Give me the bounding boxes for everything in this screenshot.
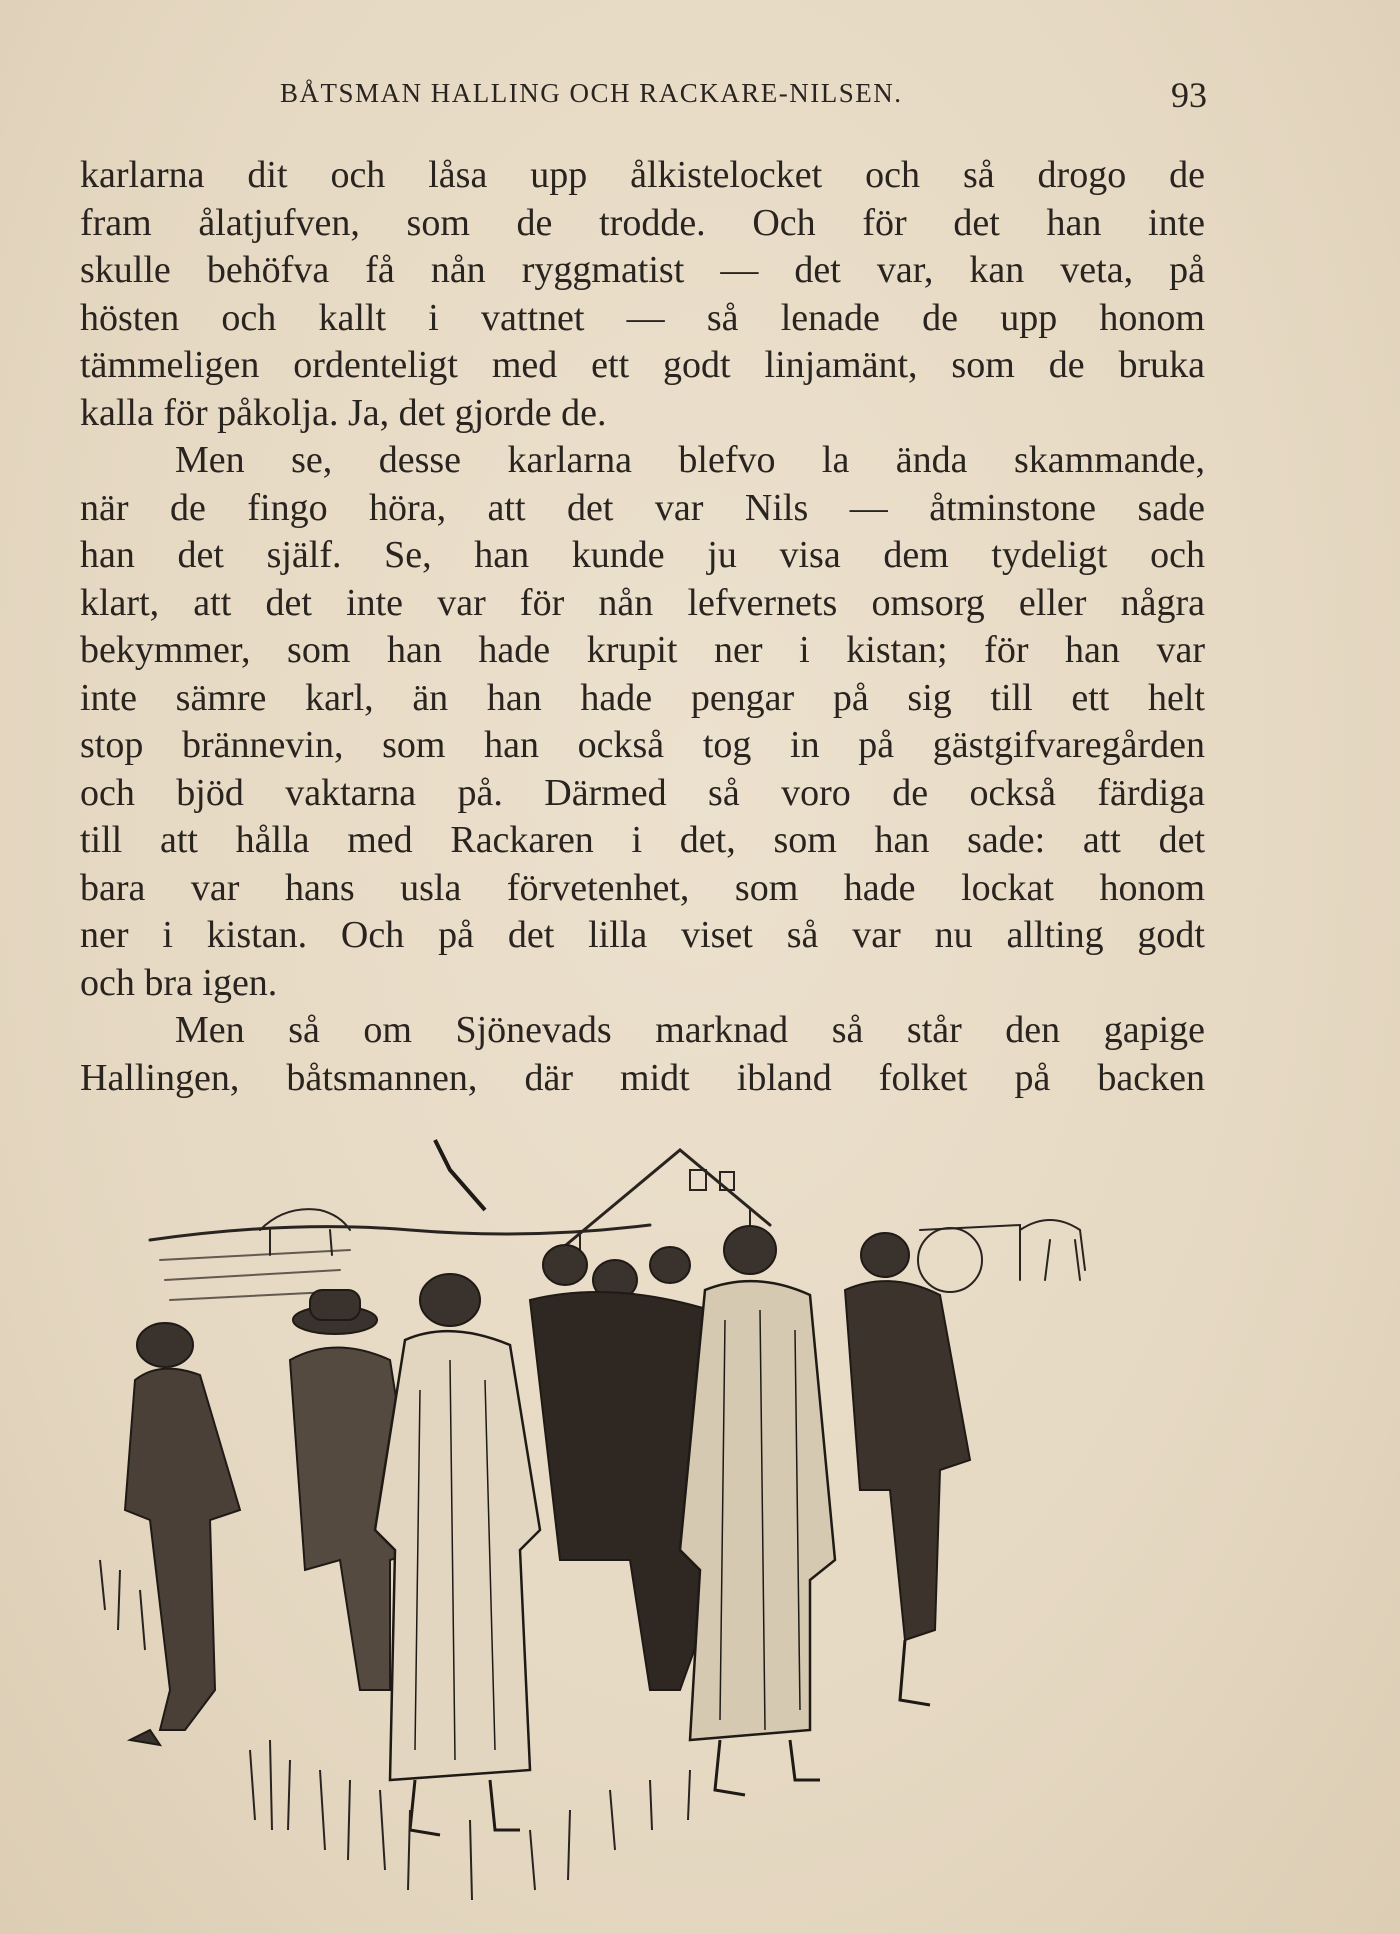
background-cart xyxy=(918,1220,1085,1292)
text-line: tämmeligen ordenteligt med ett godt linjamänt, som de bruka xyxy=(80,344,1205,386)
text-line: bara var hans usla förvetenhet, som hade lockat honom xyxy=(80,866,1205,909)
text-line: till att hålla med Rackaren i det, som han sade: att det xyxy=(80,819,1205,861)
figure-right-man xyxy=(845,1233,970,1705)
text-line: skulle behöfva få nån ryggmatist — det var, kan veta, på xyxy=(80,249,1205,291)
text-line: när de fingo höra, att det var Nils — åtminstone sade xyxy=(80,486,1205,529)
page-number: 93 xyxy=(1171,75,1207,115)
figure-long-coat xyxy=(375,1274,540,1835)
text-line: fram ålatjufven, som de trodde. Och för det han inte xyxy=(80,201,1205,244)
text-line: inte sämre karl, än han hade pengar på sig till ett helt xyxy=(80,676,1205,719)
background-horse xyxy=(260,1209,350,1255)
figure-left-man xyxy=(125,1323,240,1745)
text-line: och bra igen. xyxy=(80,961,278,1004)
text-line: Men se, desse karlarna blefvo la ända skammande, xyxy=(175,439,1205,481)
text-line: ner i kistan. Och på det lilla viset så var nu allting godt xyxy=(80,914,1205,956)
text-line: Hallingen, båtsmannen, där midt ibland folket på backen xyxy=(80,1056,1205,1099)
crowd-figures xyxy=(125,1140,970,1835)
text-line: han det själf. Se, han kunde ju visa dem tydeligt och xyxy=(80,534,1205,576)
running-title: BÅTSMAN HALLING OCH RACKARE-NILSEN. xyxy=(280,78,903,108)
text-line: och bjöd vaktarna på. Därmed så voro de också färdiga xyxy=(80,771,1205,814)
text-line: stop brännevin, som han också tog in på gästgifvaregården xyxy=(80,724,1205,766)
running-head xyxy=(80,75,1207,118)
text-line: karlarna dit och låsa upp ålkistelocket och så drogo de xyxy=(80,154,1205,196)
text-line: Men så om Sjönevads marknad så står den gapige xyxy=(175,1009,1205,1051)
text-line: klart, att det inte var för nån lefvernets omsorg eller några xyxy=(80,581,1205,624)
body-text xyxy=(80,152,1205,1102)
text-line: kalla för påkolja. Ja, det gjorde de. xyxy=(80,391,607,434)
figure-coat-man xyxy=(680,1226,835,1795)
text-line: bekymmer, som han hade krupit ner i kistan; för han var xyxy=(80,629,1205,671)
crowd-engraving-illustration xyxy=(90,1130,1170,1910)
text-line: hösten och kallt i vattnet — så lenade de upp honom xyxy=(80,296,1205,339)
